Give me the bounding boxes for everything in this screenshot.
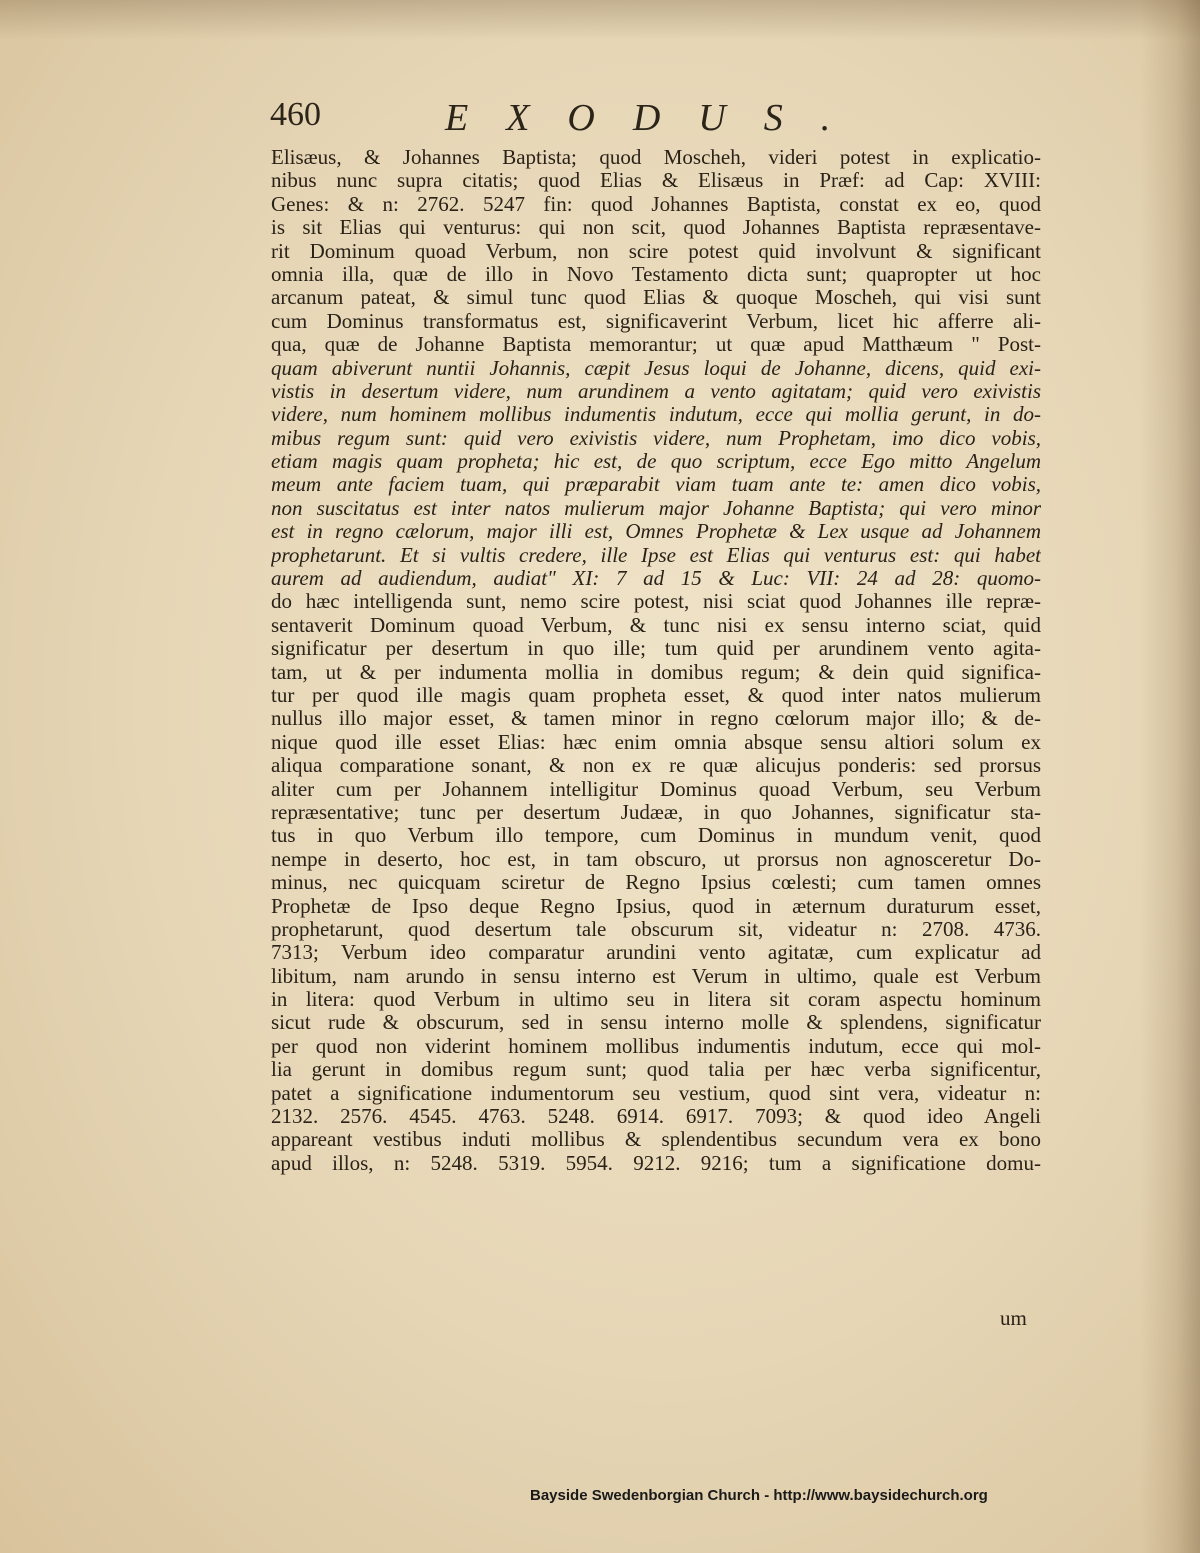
text-line-italic: quam abiverunt nuntii Johannis, cæpit Jesus loqui de Johanne, dicens, quid exi- <box>271 356 1041 380</box>
text-line: repræsentative; tunc per desertum Judææ, in quo Johannes, significatur sta- <box>271 800 1041 824</box>
text-line: Elisæus, & Johannes Baptista; quod Moscheh, videri potest in explicatio- <box>271 146 1041 169</box>
text-line: tam, ut & per indumenta mollia in domibus regum; & dein quid significa- <box>271 660 1041 684</box>
text-line: lia gerunt in domibus regum sunt; quod talia per hæc verba significentur, <box>271 1058 1041 1082</box>
text-line-italic: etiam magis quam propheta; hic est, de quo scriptum, ecce Ego mitto Angelum <box>271 450 1041 474</box>
running-title: EXODUS. <box>445 97 869 139</box>
body-text <box>271 146 1041 1175</box>
text-line: nempe in deserto, hoc est, in tam obscuro, ut prorsus non agnosceretur Do- <box>271 847 1041 871</box>
text-line: aliter cum per Johannem intelligitur Dominus quoad Verbum, seu Verbum <box>271 777 1041 801</box>
text-line: tus in quo Verbum illo tempore, cum Dominus in mundum venit, quod <box>271 824 1041 848</box>
text-line-italic: videre, num hominem mollibus indumentis indutum, ecce qui mollia gerunt, in do- <box>271 403 1041 427</box>
text-line: per quod non viderint hominem mollibus indumentis indutum, ecce qui mol- <box>271 1034 1041 1058</box>
text-line: in litera: quod Verbum in ultimo seu in litera sit coram aspectu hominum <box>271 988 1041 1012</box>
text-line-italic: non suscitatus est inter natos mulierum major Johanne Baptista; qui vero minor <box>271 496 1041 520</box>
text-line-italic: aurem ad audiendum, audiat" XI: 7 ad 15 & Luc: VII: 24 ad 28: quomo- <box>271 567 1041 591</box>
text-line: arcanum pateat, & simul tunc quod Elias & quoque Moscheh, qui visi sunt <box>271 286 1041 310</box>
text-line: prophetarunt, quod desertum tale obscurum sit, videatur n: 2708. 4736. <box>271 917 1041 941</box>
text-line: Genes: & n: 2762. 5247 fin: quod Johannes Baptista, constat ex eo, quod <box>271 192 1041 216</box>
page-shadow-top <box>0 0 1200 40</box>
catchword: um <box>1000 1306 1027 1330</box>
text-line: rit Dominum quoad Verbum, non scire potest quid involvunt & significant <box>271 239 1041 263</box>
text-line: omnia illa, quæ de illo in Novo Testamento dicta sunt; quapropter ut hoc <box>271 262 1041 286</box>
text-line: nullus illo major esset, & tamen minor in regno cœlorum major illo; & de- <box>271 707 1041 731</box>
text-line: appareant vestibus induti mollibus & splendentibus secundum vera ex bono <box>271 1128 1041 1152</box>
watermark-credit: Bayside Swedenborgian Church - http://www.baysidechurch.org <box>530 1487 988 1504</box>
page-number: 460 <box>270 96 321 133</box>
text-line: significatur per desertum in quo ille; tum quid per arundinem vento agita- <box>271 637 1041 661</box>
text-line: patet a significatione indumentorum seu vestium, quod sint vera, videatur n: <box>271 1081 1041 1105</box>
page-shadow-right <box>1140 0 1200 1553</box>
text-line: cum Dominus transformatus est, significaverint Verbum, licet hic afferre ali- <box>271 309 1041 333</box>
text-line-italic: mibus regum sunt: quid vero exivistis videre, num Prophetam, imo dico vobis, <box>271 426 1041 450</box>
text-line: do hæc intelligenda sunt, nemo scire potest, nisi sciat quod Johannes ille repræ- <box>271 590 1041 614</box>
text-line: libitum, nam arundo in sensu interno est Verum in ultimo, quale est Verbum <box>271 964 1041 988</box>
text-line: tur per quod ille magis quam propheta esset, & quod inter natos mulierum <box>271 683 1041 707</box>
text-line: minus, nec quicquam sciretur de Regno Ipsius cœlesti; cum tamen omnes <box>271 871 1041 895</box>
text-line: qua, quæ de Johanne Baptista memorantur; ut quæ apud Matthæum " Post- <box>271 333 1041 357</box>
text-line: 7313; Verbum ideo comparatur arundini vento agitatæ, cum explicatur ad <box>271 941 1041 965</box>
text-line-italic: meum ante faciem tuam, qui præparabit viam tuam ante te: amen dico vobis, <box>271 473 1041 497</box>
text-line: aliqua comparatione sonant, & non ex re quæ alicujus ponderis: sed prorsus <box>271 754 1041 778</box>
text-line-italic: est in regno cælorum, major illi est, Omnes Prophetæ & Lex usque ad Johannem <box>271 520 1041 544</box>
text-line: sentaverit Dominum quoad Verbum, & tunc nisi ex sensu interno sciat, quid <box>271 613 1041 637</box>
page-header <box>270 96 1050 146</box>
text-line: is sit Elias qui venturus: qui non scit, quod Johannes Baptista repræsentave- <box>271 216 1041 240</box>
text-line: apud illos, n: 5248. 5319. 5954. 9212. 9216; tum a significatione domu- <box>271 1151 1041 1175</box>
text-line: nibus nunc supra citatis; quod Elias & Elisæus in Præf: ad Cap: XVIII: <box>271 169 1041 193</box>
text-line: Prophetæ de Ipso deque Regno Ipsius, quod in æternum duraturum esset, <box>271 894 1041 918</box>
text-line: 2132. 2576. 4545. 4763. 5248. 6914. 6917. 7093; & quod ideo Angeli <box>271 1105 1041 1129</box>
text-line: sicut rude & obscurum, sed in sensu interno molle & splendens, significatur <box>271 1011 1041 1035</box>
text-line-italic: vistis in desertum videre, num arundinem a vento agitatam; quid vero exivistis <box>271 379 1041 403</box>
text-line-italic: prophetarunt. Et si vultis credere, ille Ipse est Elias qui venturus est: qui habet <box>271 543 1041 567</box>
text-line: nique quod ille esset Elias: hæc enim omnia absque sensu altiori solum ex <box>271 730 1041 754</box>
